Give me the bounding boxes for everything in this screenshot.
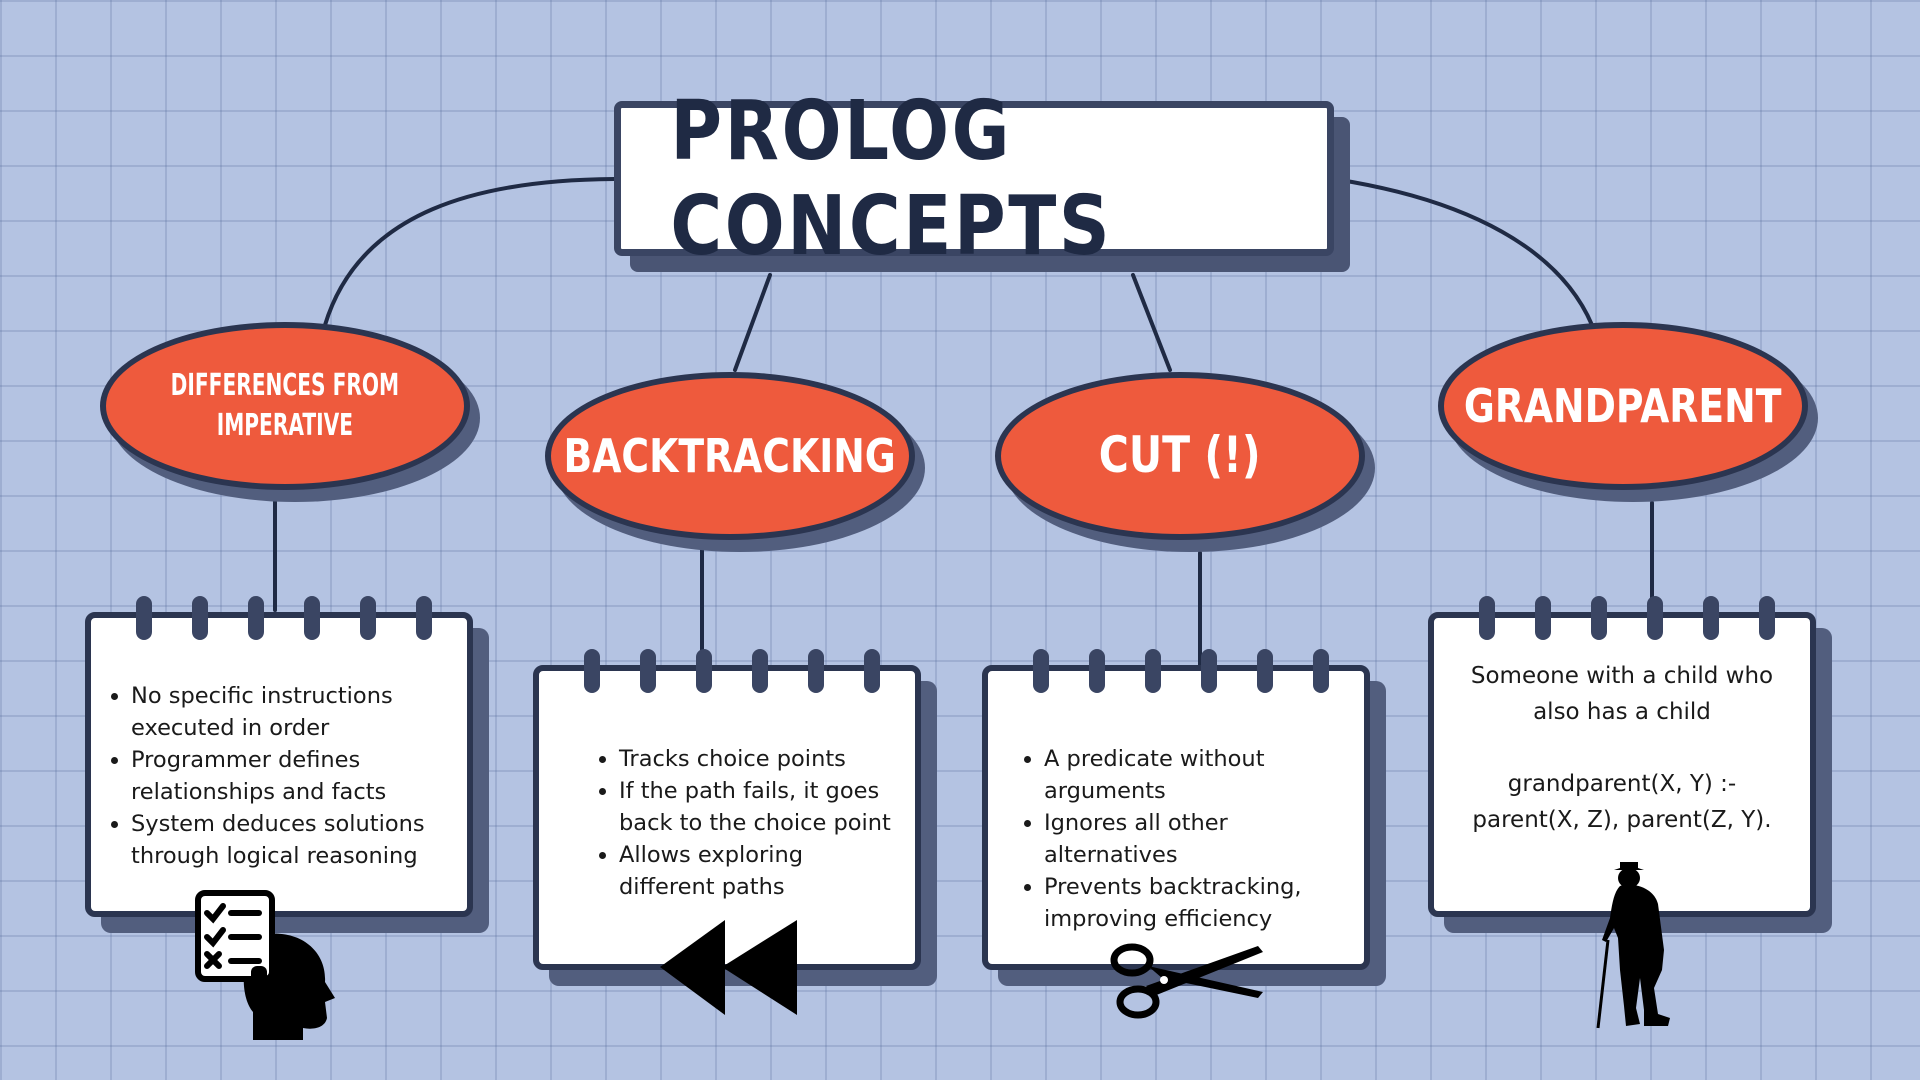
concept-oval-cut — [995, 372, 1365, 540]
spiral-ring — [1313, 649, 1329, 693]
spiral-ring — [1089, 649, 1105, 693]
spiral-ring — [1591, 596, 1607, 640]
spiral-ring — [192, 596, 208, 640]
bullet-item: • Prevents backtracking, improving efficiency — [1044, 871, 1350, 935]
page-title: PROLOG CONCEPTS — [670, 83, 1113, 274]
spiral-ring — [360, 596, 376, 640]
spiral-ring — [584, 649, 600, 693]
spiral-ring — [416, 596, 432, 640]
spiral-ring — [1201, 649, 1217, 693]
bullet-item: • No specific instructions executed in order — [131, 680, 449, 744]
note-card-differences — [85, 612, 473, 917]
concept-oval-backtracking — [545, 372, 915, 540]
grandparent-description: Someone with a child who also has a child — [1470, 663, 1774, 725]
bullet-item: • If the path fails, it goes back to the choice point — [619, 775, 897, 839]
connector-title-to-backtracking — [735, 275, 770, 370]
spiral-ring — [640, 649, 656, 693]
bullet-item: • Ignores all other alternatives — [1044, 807, 1350, 871]
spiral-ring — [248, 596, 264, 640]
bullet-item: • A predicate without arguments — [1044, 743, 1350, 807]
elderly-man-icon — [1596, 858, 1680, 1030]
grandparent-code-line: parent(X, Z), parent(Z, Y). — [1472, 807, 1772, 833]
concept-oval-grandparent — [1438, 322, 1808, 490]
bullet-item: • Tracks choice points — [619, 743, 897, 775]
spiral-ring — [1535, 596, 1551, 640]
concept-label-backtracking: BACKTRACKING — [563, 428, 897, 483]
connector-title-to-cut — [1133, 275, 1170, 370]
spiral-ring — [864, 649, 880, 693]
spiral-ring — [1033, 649, 1049, 693]
spiral-ring — [1703, 596, 1719, 640]
rewind-icon — [660, 920, 800, 1015]
note-card-cut — [982, 665, 1370, 970]
spiral-ring — [752, 649, 768, 693]
concept-label-grandparent: GRANDPARENT — [1464, 378, 1782, 433]
concept-label-cut: CUT (!) — [1099, 426, 1261, 485]
spiral-ring — [1257, 649, 1273, 693]
spiral-ring — [1479, 596, 1495, 640]
scissors-icon — [1108, 940, 1268, 1020]
connector-title-to-differences — [325, 179, 614, 325]
grandparent-code-line: grandparent(X, Y) :- — [1507, 771, 1737, 797]
spiral-ring — [696, 649, 712, 693]
title-box — [614, 83, 1334, 274]
spiral-ring — [136, 596, 152, 640]
bullet-item: • Programmer defines relationships and facts — [131, 744, 449, 808]
concept-label-differences-line-2: IMPERATIVE — [216, 408, 354, 443]
spiral-ring — [304, 596, 320, 640]
concept-oval-differences — [100, 322, 470, 490]
spiral-ring — [808, 649, 824, 693]
spiral-ring — [1145, 649, 1161, 693]
checklist-head-icon — [195, 890, 335, 1040]
connector-title-to-grandparent — [1334, 179, 1592, 325]
spiral-ring — [1647, 596, 1663, 640]
concept-label-differences-line-1: DIFFERENCES FROM — [170, 367, 400, 403]
bullet-item: • System deduces solutions through logical reasoning — [131, 808, 449, 872]
bullet-item: • Allows exploring different paths — [619, 839, 897, 903]
spiral-ring — [1759, 596, 1775, 640]
